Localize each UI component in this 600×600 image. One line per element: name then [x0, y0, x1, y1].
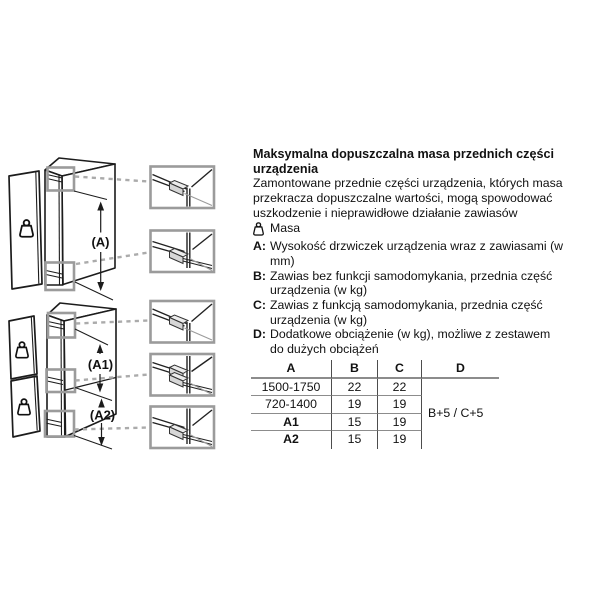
legend-text: Masa	[270, 220, 301, 235]
legend-text: Zawias bez funkcji samodomykania, przednia część urządzenia (w kg)	[270, 268, 553, 298]
dimension-label-a1: (A1)	[87, 357, 114, 372]
hinge-detail-callout	[151, 231, 215, 273]
instruction-text-column	[253, 147, 585, 449]
table-cell: 1500-1750	[251, 379, 332, 397]
legend-item-masa	[253, 221, 585, 240]
appliance-hinge-diagram	[0, 140, 250, 470]
column-header-c: C	[378, 360, 422, 379]
hinge-detail-callout	[151, 354, 215, 396]
table-cell: A1	[251, 414, 332, 432]
single-door-appliance-drawing	[9, 158, 149, 300]
intro-paragraph: Zamontowane przednie części urządzenia, których masa przekracza dopuszczalne wartości, mogą spowodować uszkodzenie i nieprawidłowe działanie zawiasów	[253, 176, 563, 220]
upper-door-panel	[9, 316, 37, 379]
column-header-a: A	[251, 360, 332, 379]
table-cell: 15	[332, 414, 378, 432]
double-door-appliance-drawing	[9, 303, 149, 449]
legend-item-d	[253, 327, 585, 356]
table-cell: 19	[378, 414, 422, 432]
legend-item-a	[253, 239, 585, 268]
legend-item-b	[253, 269, 585, 298]
hinge-detail-callout	[151, 167, 215, 209]
dimension-label-a2: (A2)	[89, 407, 116, 423]
hinge-detail-callout	[151, 301, 215, 343]
column-header-d: D	[422, 360, 499, 379]
legend-key: B:	[253, 268, 266, 283]
table-cell: 15	[332, 431, 378, 449]
table-cell: 19	[332, 396, 378, 414]
legend-text: Dodatkowe obciążenie (w kg), możliwe z zestawem do dużych obciążeń	[270, 327, 551, 357]
legend-text: Wysokość drzwiczek urządzenia wraz z zawiasami (w mm)	[270, 239, 564, 268]
lower-door-panel	[11, 376, 40, 437]
table-cell: 720-1400	[251, 396, 332, 414]
table-cell: 22	[332, 379, 378, 397]
load-limits-table	[251, 360, 499, 449]
hinge-detail-callout	[151, 407, 215, 449]
legend-key: D:	[253, 327, 266, 342]
table-cell: A2	[251, 431, 332, 449]
door-panel	[9, 171, 42, 289]
table-cell-d-span: B+5 / C+5	[428, 406, 484, 421]
dimension-label-a: (A)	[91, 234, 110, 250]
page-title: Maksymalna dopuszczalna masa przednich części urządzenia	[253, 147, 554, 176]
table-cell: 22	[378, 379, 422, 397]
legend-key: A:	[253, 239, 266, 254]
table-cell: 19	[378, 431, 422, 449]
weight-icon	[253, 221, 270, 240]
legend-list	[253, 221, 585, 357]
column-header-b: B	[332, 360, 378, 379]
legend-text: Zawias z funkcją samodomykania, przednia część urządzenia (w kg)	[270, 298, 543, 327]
legend-item-c	[253, 298, 585, 327]
legend-key: C:	[253, 298, 266, 313]
table-cell: 19	[378, 396, 422, 414]
